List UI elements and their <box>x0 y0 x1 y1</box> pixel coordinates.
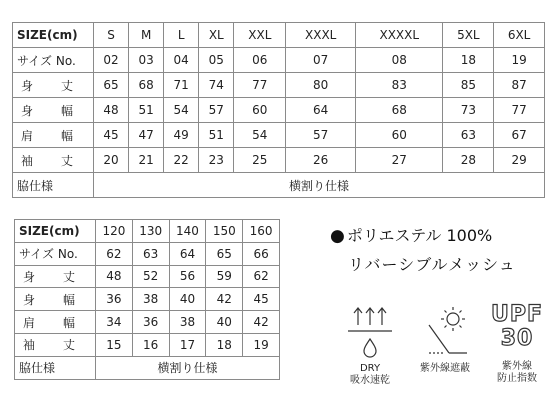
row-label: 袖 丈 <box>13 148 94 173</box>
table-cell: 56 <box>169 265 206 288</box>
material-text <box>330 223 492 246</box>
row-label: 袖 丈 <box>15 333 96 356</box>
row-label: 身 幅 <box>13 98 94 123</box>
table-cell: 36 <box>132 311 169 334</box>
table-cell: 04 <box>164 48 199 73</box>
table-cell: 29 <box>494 148 545 173</box>
adult-size-table <box>12 22 545 198</box>
table-header-cell: XXXL <box>286 23 356 48</box>
table-header-row <box>13 23 545 48</box>
table-cell: 16 <box>132 333 169 356</box>
table-cell: 15 <box>96 333 133 356</box>
table-cell: 57 <box>286 123 356 148</box>
table-cell: 18 <box>443 48 494 73</box>
table-cell: 23 <box>199 148 234 173</box>
table-cell: 02 <box>94 48 129 73</box>
table-cell: 62 <box>243 265 280 288</box>
table-cell: 48 <box>94 98 129 123</box>
table-cell: 27 <box>356 148 443 173</box>
table-cell: 42 <box>243 311 280 334</box>
table-cell: 21 <box>129 148 164 173</box>
feature-dry-label: 吸水速乾 <box>350 375 390 386</box>
table-row <box>15 242 280 265</box>
table-cell: 38 <box>169 311 206 334</box>
table-cell: 20 <box>94 148 129 173</box>
row-label: 肩 幅 <box>15 311 96 334</box>
table-cell: 26 <box>286 148 356 173</box>
table-cell: 77 <box>234 73 286 98</box>
bullet-icon: ● <box>330 226 345 246</box>
table-cell: 67 <box>494 123 545 148</box>
table-row <box>13 148 545 173</box>
table-cell: 54 <box>164 98 199 123</box>
table-row <box>13 73 545 98</box>
material-composition: ポリエステル 100% <box>346 226 493 245</box>
feature-dry-title: DRY <box>359 363 381 374</box>
table-cell: 74 <box>199 73 234 98</box>
table-cell: 17 <box>169 333 206 356</box>
table-cell: 71 <box>164 73 199 98</box>
table-cell: 83 <box>356 73 443 98</box>
table-header-cell: XXXXL <box>356 23 443 48</box>
table-cell: 60 <box>356 123 443 148</box>
table-footer-row <box>15 356 280 379</box>
table-cell: 68 <box>129 73 164 98</box>
table-cell: 68 <box>356 98 443 123</box>
table-cell: 64 <box>286 98 356 123</box>
feature-dry <box>340 303 400 387</box>
table-header-cell: 120 <box>96 220 133 243</box>
table-header-cell: L <box>164 23 199 48</box>
feature-upf <box>486 303 548 385</box>
table-cell: 08 <box>356 48 443 73</box>
table-row <box>15 288 280 311</box>
side-spec-value: 横割り仕様 <box>96 356 280 379</box>
upf-value: 30 <box>500 326 534 351</box>
table-cell: 64 <box>169 242 206 265</box>
upf-label: UPF <box>490 302 544 327</box>
table-cell: 59 <box>206 265 243 288</box>
table-cell: 48 <box>96 265 133 288</box>
table-cell: 85 <box>443 73 494 98</box>
table-cell: 65 <box>94 73 129 98</box>
row-label: 肩 幅 <box>13 123 94 148</box>
table-cell: 03 <box>129 48 164 73</box>
table-cell: 36 <box>96 288 133 311</box>
table-header-cell: 130 <box>132 220 169 243</box>
table-cell: 06 <box>234 48 286 73</box>
table-cell: 05 <box>199 48 234 73</box>
table-footer-row <box>13 173 545 198</box>
side-spec-label: 脇仕様 <box>15 356 96 379</box>
table-row <box>13 48 545 73</box>
table-cell: 51 <box>199 123 234 148</box>
table-cell: 40 <box>206 311 243 334</box>
table-row <box>15 311 280 334</box>
row-label: 身 幅 <box>15 288 96 311</box>
table-header-cell: XL <box>199 23 234 48</box>
upf30-icon <box>486 303 548 351</box>
table-header-cell: SIZE(cm) <box>13 23 94 48</box>
table-header-row <box>15 220 280 243</box>
table-cell: 18 <box>206 333 243 356</box>
quick-dry-icon <box>344 303 396 359</box>
table-cell: 54 <box>234 123 286 148</box>
table-cell: 66 <box>243 242 280 265</box>
table-cell: 07 <box>286 48 356 73</box>
side-spec-label: 脇仕様 <box>13 173 94 198</box>
table-row <box>13 123 545 148</box>
uv-cut-icon <box>419 303 471 359</box>
table-row <box>13 98 545 123</box>
table-row <box>15 333 280 356</box>
table-cell: 80 <box>286 73 356 98</box>
table-header-cell: M <box>129 23 164 48</box>
table-header-cell: 150 <box>206 220 243 243</box>
row-label: 身 丈 <box>15 265 96 288</box>
table-header-cell: S <box>94 23 129 48</box>
table-cell: 87 <box>494 73 545 98</box>
table-cell: 42 <box>206 288 243 311</box>
table-cell: 49 <box>164 123 199 148</box>
table-cell: 22 <box>164 148 199 173</box>
table-cell: 62 <box>96 242 133 265</box>
table-cell: 45 <box>243 288 280 311</box>
feature-upf-label-1: 紫外線 <box>502 361 532 372</box>
table-cell: 77 <box>494 98 545 123</box>
table-cell: 25 <box>234 148 286 173</box>
table-header-cell: 5XL <box>443 23 494 48</box>
table-header-cell: XXL <box>234 23 286 48</box>
row-label: 身 丈 <box>13 73 94 98</box>
kids-size-table <box>14 219 280 380</box>
table-cell: 60 <box>234 98 286 123</box>
table-cell: 28 <box>443 148 494 173</box>
table-cell: 40 <box>169 288 206 311</box>
table-cell: 63 <box>443 123 494 148</box>
feature-uv-cut-label: 紫外線遮蔽 <box>420 363 470 374</box>
table-row <box>15 265 280 288</box>
table-cell: 51 <box>129 98 164 123</box>
fabric-type: リバーシブルメッシュ <box>348 255 516 274</box>
table-cell: 45 <box>94 123 129 148</box>
table-cell: 19 <box>243 333 280 356</box>
table-header-cell: SIZE(cm) <box>15 220 96 243</box>
table-cell: 47 <box>129 123 164 148</box>
table-cell: 19 <box>494 48 545 73</box>
table-cell: 63 <box>132 242 169 265</box>
row-label: サイズ No. <box>15 242 96 265</box>
table-header-cell: 160 <box>243 220 280 243</box>
table-cell: 73 <box>443 98 494 123</box>
table-cell: 57 <box>199 98 234 123</box>
feature-uv-cut <box>412 303 478 375</box>
row-label: サイズ No. <box>13 48 94 73</box>
side-spec-value: 横割り仕様 <box>94 173 545 198</box>
table-cell: 34 <box>96 311 133 334</box>
table-cell: 65 <box>206 242 243 265</box>
table-header-cell: 6XL <box>494 23 545 48</box>
table-cell: 38 <box>132 288 169 311</box>
table-header-cell: 140 <box>169 220 206 243</box>
feature-upf-label-2: 防止指数 <box>497 373 537 384</box>
table-cell: 52 <box>132 265 169 288</box>
